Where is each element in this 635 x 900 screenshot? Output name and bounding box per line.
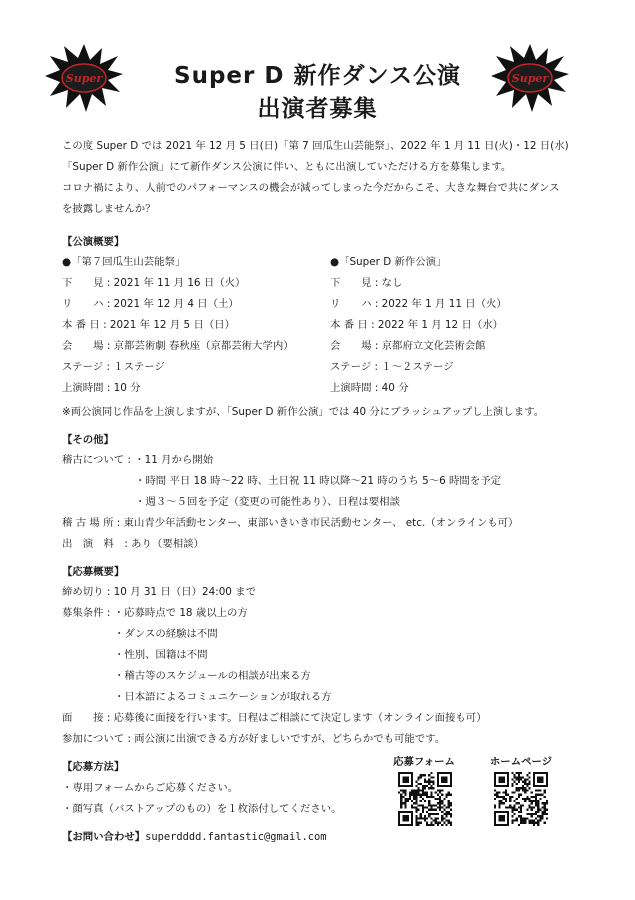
qr-application-label: 応募フォーム: [393, 756, 455, 768]
deadline: 締め切り : 10 月 31 日（日）24:00 まで: [62, 586, 257, 598]
intro-line: を披露しませんか？: [62, 203, 156, 215]
condition-line: ・性別、国籍は不問: [114, 649, 208, 661]
qr-code-icon: [494, 772, 548, 826]
event2-row: リ ハ : 2022 年 1 月 11 日（火）: [330, 298, 507, 310]
event2-row: 上演時間 : 40 分: [330, 382, 409, 394]
logo-left: [44, 42, 124, 114]
intro-line: コロナ禍により、人前でのパフォーマンスの機会が減ってしまった今だからこそ、大きな舞台で共にダンス: [62, 182, 560, 194]
condition-line: ・日本語によるコミュニケーションが取れる方: [114, 691, 332, 703]
method-heading: 【応募方法】: [62, 761, 125, 773]
event2-name: ●「Super D 新作公演」: [330, 256, 447, 268]
participation: 参加について : 両公演に出演できる方が好ましいですが、どちらかでも可能です。: [62, 733, 446, 745]
rehearsal-line: 稽古について : ・11 月から開始: [62, 454, 214, 466]
qr-homepage-code[interactable]: [494, 772, 548, 826]
event1-row: 上演時間 : 10 分: [62, 382, 141, 394]
logo-right-text: Super: [511, 72, 549, 85]
event1-row: リ ハ : 2021 年 12 月 4 日（土）: [62, 298, 239, 310]
fee: 出 演 料 : あり（要相談）: [62, 538, 204, 550]
event2-row: 会 場 : 京都府立文化芸術会館: [330, 340, 486, 352]
apply-heading: 【応募概要】: [62, 566, 125, 578]
qr-homepage-label: ホームページ: [489, 756, 553, 768]
qr-code-icon: [398, 772, 452, 826]
event1-row: 下 見 : 2021 年 11 月 16 日（火）: [62, 277, 246, 289]
event2-row: 本 番 日 : 2022 年 1 月 12 日（水）: [330, 319, 504, 331]
event2-row: ステージ : １～２ステージ: [330, 361, 454, 373]
condition-line: ・稽古等のスケジュールの相談が出来る方: [114, 670, 311, 682]
contact-label: 【お問い合わせ】: [62, 831, 146, 843]
rehearsal-place: 稽 古 場 所 : 東山青少年活動センター、東部いきいき市民活動センター、 etc.（オンラインも可）: [62, 517, 519, 529]
condition-line: 募集条件 : ・応募時点で 18 歳以上の方: [62, 607, 248, 619]
condition-line: ・ダンスの経験は不問: [114, 628, 218, 640]
event1-row: ステージ : １ステージ: [62, 361, 165, 373]
event1-row: 会 場 : 京都芸術劇 春秋座（京都芸術大学内）: [62, 340, 294, 352]
rehearsal-line: ・週３～５回を予定（変更の可能性あり）、日程は要相談: [135, 496, 400, 508]
intro-line: この度 Super D では 2021 年 12 月 5 日(日)「第 7 回瓜生山芸能祭」、2022 年 1 月 11 日(火)・12 日(水): [62, 140, 569, 152]
event1-row: 本 番 日 : 2021 年 12 月 5 日（日）: [62, 319, 236, 331]
contact-email[interactable]: superdddd.fantastic@gmail.com: [145, 831, 327, 843]
page-title-line1: Super D 新作ダンス公演: [174, 63, 461, 89]
method-line: ・専用フォームからご応募ください。: [62, 782, 239, 794]
spiky-logo-icon: [44, 42, 124, 114]
rehearsal-line: ・時間 平日 18 時～22 時、土日祝 11 時以降～21 時のうち 5～6 時間を予定: [135, 475, 501, 487]
logo-left-text: Super: [65, 72, 103, 85]
intro-line: 「Super D 新作公演」にて新作ダンス公演に伴い、ともに出演していただける方を募集します。: [62, 161, 512, 173]
performance-note: ※両公演同じ作品を上演しますが、「Super D 新作公演」では 40 分にブラッシュアップし上演します。: [62, 406, 545, 418]
method-line: ・顔写真（バストアップのもの）を１枚添付してください。: [62, 803, 342, 815]
event1-name: ●「第７回瓜生山芸能祭」: [62, 256, 186, 268]
interview: 面 接 : 応募後に面接を行います。日程はご相談にて決定します（オンライン面接も可）: [62, 712, 487, 724]
contact: [62, 830, 327, 844]
overview-heading: 【公演概要】: [62, 236, 125, 248]
other-heading: 【その他】: [62, 434, 114, 446]
event2-row: 下 見 : なし: [330, 277, 403, 289]
page-title-line2: 出演者募集: [257, 96, 378, 122]
qr-application-code[interactable]: [398, 772, 452, 826]
